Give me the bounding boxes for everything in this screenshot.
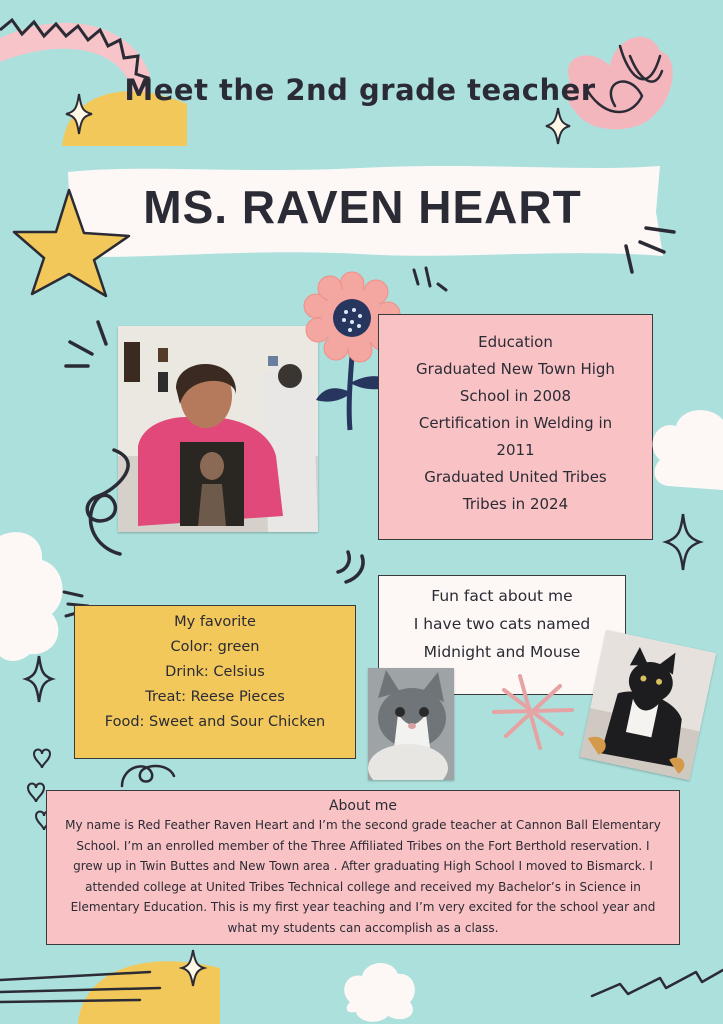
education-card: [378, 314, 653, 540]
zigzag-decoration: [590, 954, 723, 1000]
dash-strokes-decoration: [326, 548, 370, 588]
loop-squiggle-decoration: [76, 446, 146, 556]
education-line: Graduated New Town High School in 2008: [416, 360, 615, 405]
education-line: Graduated United Tribes Tribes in 2024: [424, 468, 607, 513]
dash-strokes-decoration: [408, 264, 448, 304]
cloud-decoration: [0, 526, 66, 666]
about-card: [46, 790, 680, 945]
teacher-name: MS. RAVEN HEART: [143, 181, 582, 233]
favorite-item: Treat: Reese Pieces: [145, 689, 285, 705]
dash-strokes-decoration: [62, 318, 122, 374]
dash-strokes-decoration: [620, 226, 680, 276]
teacher-photo: [118, 326, 318, 532]
education-line: Certification in Welding in 2011: [418, 414, 613, 459]
favorite-item: Drink: Celsius: [165, 664, 265, 680]
fun-fact-title: Fun fact about me: [431, 587, 573, 605]
cloud-decoration: [340, 958, 420, 1022]
favorites-card: [74, 605, 356, 759]
favorites-title: My favorite: [174, 614, 256, 630]
asterisk-icon: [490, 672, 576, 752]
sparkle-icon: [66, 94, 92, 134]
fun-fact-text: I have two cats named Midnight and Mouse: [413, 615, 591, 661]
about-title: About me: [328, 798, 398, 814]
sparkle-icon: [26, 656, 52, 702]
cloud-decoration: [650, 400, 723, 490]
favorite-item: Color: green: [170, 639, 260, 655]
cat-photo-mouse: [368, 668, 454, 780]
headline: Meet the 2nd grade teacher: [124, 73, 596, 107]
sparkle-icon: [666, 514, 700, 570]
stroke-lines-decoration: [0, 962, 180, 1012]
education-title: Education: [478, 333, 553, 351]
yellow-star-icon: [14, 188, 134, 298]
sparkle-icon: [182, 950, 204, 986]
about-text: My name is Red Feather Raven Heart and I’m the second grade teacher at Cannon Ball Elementary School. I’m an enrolled member of the Three Affiliated Tribes on the Fort Berthold reservation. I grew up in Twin Buttes and New Town area . After graduating High School I moved to Bismarck. I attended college at United Tribes Technical college and received my Bachelor’s in Science in Elementary Education. This is my first year teaching and I’m very excited for the school year and what my students can accomplish as a class.: [65, 818, 661, 935]
favorite-item: Food: Sweet and Sour Chicken: [104, 714, 326, 730]
